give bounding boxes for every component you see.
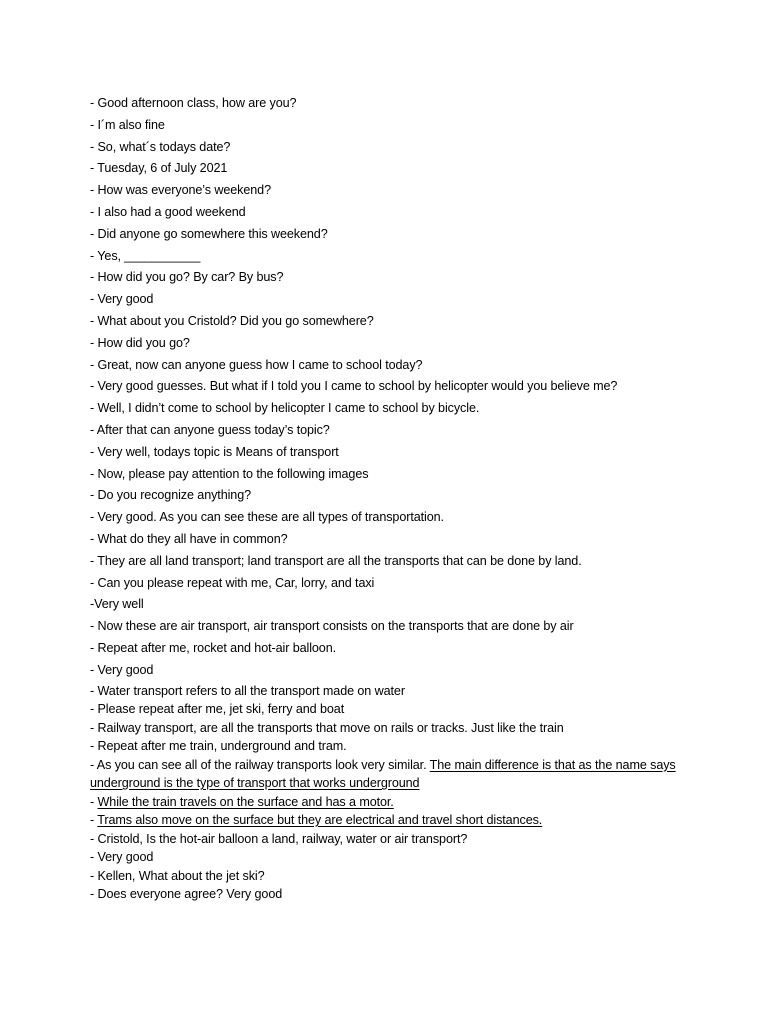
dialogue-line: - Can you please repeat with me, Car, lorry, and taxi [90, 575, 375, 590]
trams-line-prefix: - [90, 813, 98, 828]
dialogue-line: - Did anyone go somewhere this weekend? [90, 226, 328, 241]
document-page [90, 93, 690, 904]
dialogue-line: - Well, I didn’t come to school by helicopter I came to school by bicycle. [90, 401, 480, 416]
dialogue-line: - Now, please pay attention to the following images [90, 466, 369, 481]
dialogue-line: - Great, now can anyone guess how I came to school today? [90, 357, 423, 372]
railway-underlined-text: The main difference is that as the name says underground is the type of transport that works underground [90, 757, 676, 791]
dialogue-line: - How was everyone’s weekend? [90, 183, 271, 198]
dialogue-line: - Very well, todays topic is Means of transport [90, 444, 339, 459]
dialogue-line: - Kellen, What about the jet ski? [90, 868, 265, 883]
dialogue-line: - So, what´s todays date? [90, 139, 231, 154]
dialogue-line: - How did you go? By car? By bus? [90, 270, 284, 285]
dialogue-line: - Do you recognize anything? [90, 488, 252, 503]
motor-line [90, 793, 690, 812]
dialogue-line: - Very good [90, 662, 154, 677]
dialogue-line: - Repeat after me, rocket and hot-air balloon. [90, 640, 337, 655]
dialogue-line: - After that can anyone guess today’s topic? [90, 422, 330, 437]
dialogue-line: - Railway transport, are all the transports that move on rails or tracks. Just like the train [90, 720, 564, 735]
dialogue-line: - Please repeat after me, jet ski, ferry and boat [90, 702, 345, 717]
trams-line [90, 811, 690, 830]
dialogue-line: - I´m also fine [90, 117, 165, 132]
dialogue-line: -Very well [90, 597, 144, 612]
dialogue-line: - Cristold, Is the hot-air balloon a land, railway, water or air transport? [90, 831, 468, 846]
dialogue-line: - Now these are air transport, air transport consists on the transports that are done by air [90, 619, 574, 634]
motor-line-underlined: While the train travels on the surface and has a motor. [97, 794, 394, 809]
dialogue-line: - They are all land transport; land transport are all the transports that can be done by land. [90, 553, 582, 568]
dialogue-line: - Very good [90, 850, 154, 865]
dialogue-line: - What do they all have in common? [90, 531, 288, 546]
railway-plain-text: - As you can see all of the railway transports look very similar. [90, 757, 430, 772]
dialogue-line: - Does everyone agree? Very good [90, 887, 283, 902]
railway-difference-paragraph [90, 756, 690, 793]
dialogue-line: - Tuesday, 6 of July 2021 [90, 161, 228, 176]
dialogue-line: - What about you Cristold? Did you go somewhere? [90, 313, 374, 328]
dialogue-line: - Very good. As you can see these are all types of transportation. [90, 510, 444, 525]
dialogue-line: - Very good [90, 292, 154, 307]
dialogue-line: - Very good guesses. But what if I told you I came to school by helicopter would you believe me? [90, 379, 618, 394]
motor-line-prefix: - [90, 794, 98, 809]
dialogue-line: - I also had a good weekend [90, 204, 246, 219]
dialogue-line: - Repeat after me train, underground and tram. [90, 739, 347, 754]
dialogue-line: - Good afternoon class, how are you? [90, 96, 297, 110]
dialogue-line: - How did you go? [90, 335, 190, 350]
dialogue-line: - Yes, ___________ [90, 248, 201, 263]
dialogue-line: - Water transport refers to all the transport made on water [90, 683, 405, 698]
trams-line-underlined: Trams also move on the surface but they are electrical and travel short distances. [97, 813, 543, 828]
